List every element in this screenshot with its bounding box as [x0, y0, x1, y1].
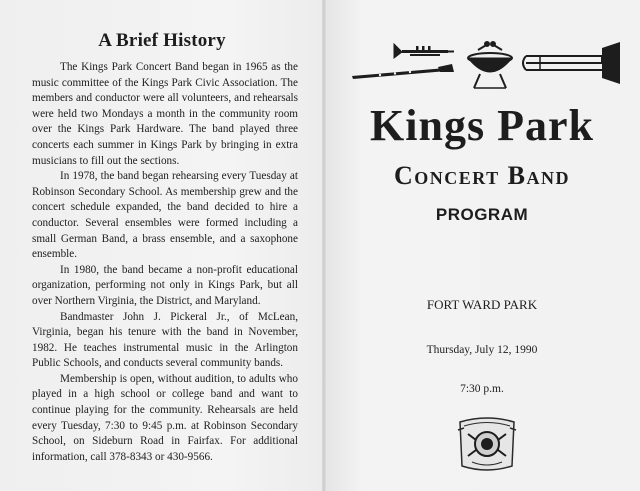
trumpet-icon: [394, 44, 454, 58]
venue: FORT WARD PARK: [426, 297, 538, 312]
history-paragraph: In 1978, the band began rehearsing every Tuesday at Robinson Secondary School. As membership grew and the concert schedule expanded, the band decided to hire a conductor. Several ensembles were formed including a small German Band, a brass ensemble, and a saxophone ensemble.: [32, 170, 298, 261]
program-label: PROGRAM: [435, 205, 529, 224]
history-paragraph: Bandmaster John J. Pickeral Jr., of McLean, Virginia, began his tenure with the band in November, 1982. He teaches instrumental music in the Arlington Public Schools, and conducts several community bands.: [32, 310, 298, 370]
history-paragraph: In 1980, the band became a non-profit educational organization, performing not only in Kings Park, but all over Northern Virginia, the District, and Maryland.: [32, 263, 298, 307]
clarinet-icon: [352, 64, 454, 79]
band-title: Kings Park: [370, 101, 594, 150]
band-emblem-icon: [454, 412, 520, 474]
history-body: [32, 60, 298, 465]
instruments-illustration: [350, 38, 626, 92]
concert-time: 7:30 p.m.: [460, 383, 504, 395]
history-paragraph: Membership is open, without audition, to adults who played in a high school or college band and want to continue playing for the community. Rehearsals are held every Tuesday, 7:30 to 9:45 p.m. at Robinson Secondary School, on Sideburn Road in Fairfax. For additional information, call 378-8343 or 430-9566.: [32, 372, 298, 463]
concert-date: Thursday, July 12, 1990: [426, 344, 538, 356]
history-title: A Brief History: [98, 30, 226, 51]
drum-icon: [468, 42, 512, 89]
history-paragraph: The Kings Park Concert Band began in 1965 as the music committee of the Kings Park Civic Association. The members and conductor were all volunteers, and rehearsals were held two Mondays a month in the community room over the Kings Park Hardware. The band played three concerts each summer in Kings Park by bringing in extra musicians to fill out the sections.: [32, 61, 298, 167]
trombone-icon: [523, 42, 620, 84]
page-fold: [322, 0, 326, 491]
band-subtitle: Concert Band: [394, 161, 570, 190]
